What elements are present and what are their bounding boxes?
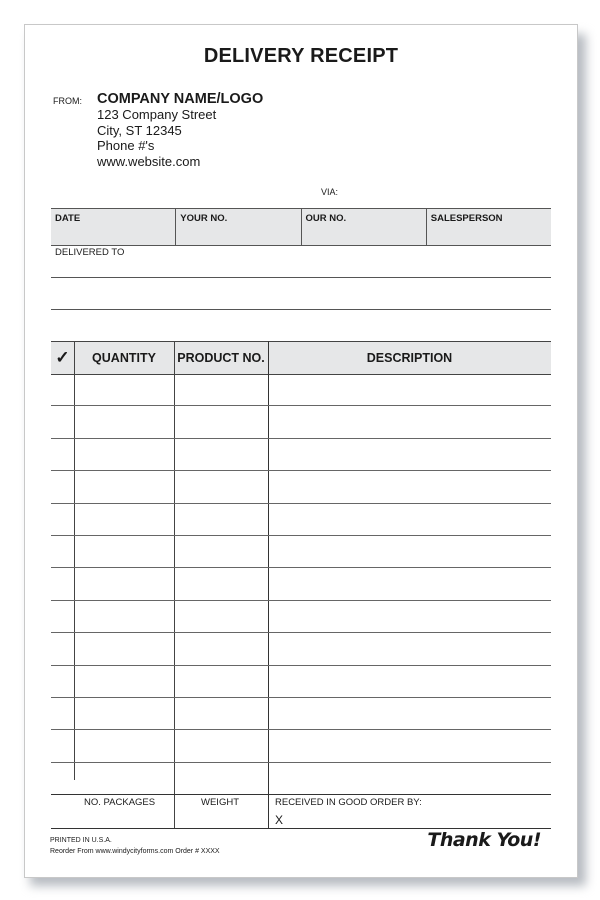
your-no-field[interactable] <box>175 209 300 245</box>
product-no-header: PRODUCT NO. <box>177 351 265 365</box>
delivery-receipt-form <box>24 24 578 878</box>
printed-in-text: PRINTED IN U.S.A. <box>50 837 112 844</box>
header-info-table <box>51 208 551 246</box>
company-block <box>97 91 263 169</box>
form-title: DELIVERY RECEIPT <box>203 45 399 67</box>
delivered-to-line-1[interactable] <box>51 277 551 278</box>
salesperson-field[interactable] <box>426 209 551 245</box>
item-row-line <box>51 470 551 471</box>
item-row-line <box>51 665 551 666</box>
item-row-line <box>51 405 551 406</box>
item-row-line <box>51 535 551 536</box>
reorder-text: Reorder From www.windycityforms.com Order # XXXX <box>50 848 220 855</box>
company-name: COMPANY NAME/LOGO <box>97 91 264 107</box>
item-row-line <box>51 762 551 763</box>
item-row-line <box>51 729 551 730</box>
our-no-label: OUR NO. <box>305 213 347 224</box>
item-row-line <box>51 600 551 601</box>
your-no-label: YOUR NO. <box>180 213 228 224</box>
delivered-to-line-2[interactable] <box>51 309 551 310</box>
signature-mark: X <box>275 813 284 827</box>
item-row-line <box>51 697 551 698</box>
product-column-divider <box>268 341 269 829</box>
date-field[interactable] <box>51 209 175 245</box>
company-street: 123 Company Street <box>97 107 217 122</box>
checkmark-icon: ✓ <box>55 348 70 367</box>
item-row-line <box>51 794 551 795</box>
no-packages-label: NO. PACKAGES <box>84 797 156 808</box>
quantity-header: QUANTITY <box>92 351 156 365</box>
check-column-divider <box>74 341 75 780</box>
quantity-column-divider <box>174 341 175 829</box>
salesperson-label: SALESPERSON <box>430 213 503 224</box>
company-website: www.website.com <box>97 153 201 169</box>
item-row-line <box>51 632 551 633</box>
items-table-header <box>51 341 551 375</box>
item-row-line <box>51 503 551 504</box>
thank-you-text: Thank You! <box>427 829 541 851</box>
via-label: VIA: <box>321 187 339 197</box>
item-row-line <box>51 438 551 439</box>
item-row-line <box>51 567 551 568</box>
company-city: City, ST 12345 <box>97 122 182 138</box>
company-phone: Phone #'s <box>97 138 155 153</box>
from-label: FROM: <box>53 96 82 106</box>
date-label: DATE <box>55 213 81 224</box>
our-no-field[interactable] <box>301 209 426 245</box>
items-table <box>51 341 551 829</box>
description-header: DESCRIPTION <box>366 351 453 365</box>
received-label: RECEIVED IN GOOD ORDER BY: <box>275 797 422 808</box>
delivered-to-label: DELIVERED TO <box>55 247 125 258</box>
weight-label: WEIGHT <box>201 797 239 808</box>
print-info <box>50 835 220 857</box>
